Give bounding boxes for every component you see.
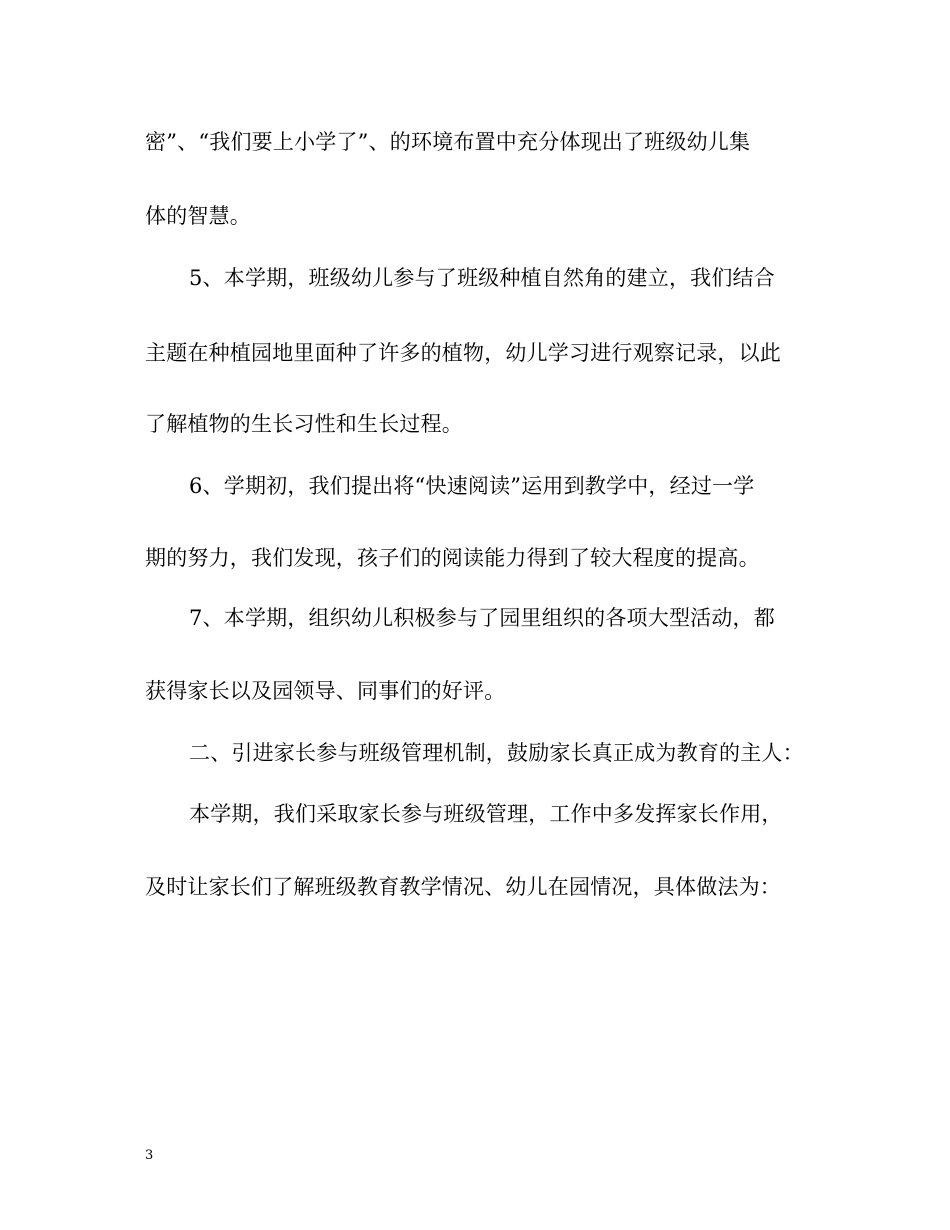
text-line-8: 7、本学期，组织幼儿积极参与了园里组织的各项大型活动，都 — [189, 606, 775, 630]
text-line-10: 二、引进家长参与班级管理机制，鼓励家长真正成为教育的主人： — [189, 741, 804, 765]
text-line-6: 6、学期初，我们提出将“快速阅读”运用到教学中，经过一学 — [189, 474, 755, 498]
text-line-12: 及时让家长们了解班级教育教学情况、幼儿在园情况，具体做法为： — [145, 875, 781, 899]
text-line-2: 体的智慧。 — [145, 204, 251, 228]
text-line-9: 获得家长以及园领导、同事们的好评。 — [145, 679, 506, 703]
text-line-3: 5、本学期，班级幼儿参与了班级种植自然角的建立，我们结合 — [189, 266, 775, 290]
text-line-7: 期的努力，我们发现，孩子们的阅读能力得到了较大程度的提高。 — [145, 546, 760, 570]
text-line-5: 了解植物的生长习性和生长过程。 — [145, 412, 463, 436]
page-number: 3 — [145, 1148, 154, 1163]
text-line-4: 主题在种植园地里面种了许多的植物，幼儿学习进行观察记录，以此 — [145, 341, 781, 365]
text-line-11: 本学期，我们采取家长参与班级管理，工作中多发挥家长作用， — [189, 802, 783, 826]
text-line-1: 密”、“我们要上小学了”、的环境布置中充分体现出了班级幼儿集 — [145, 130, 751, 154]
